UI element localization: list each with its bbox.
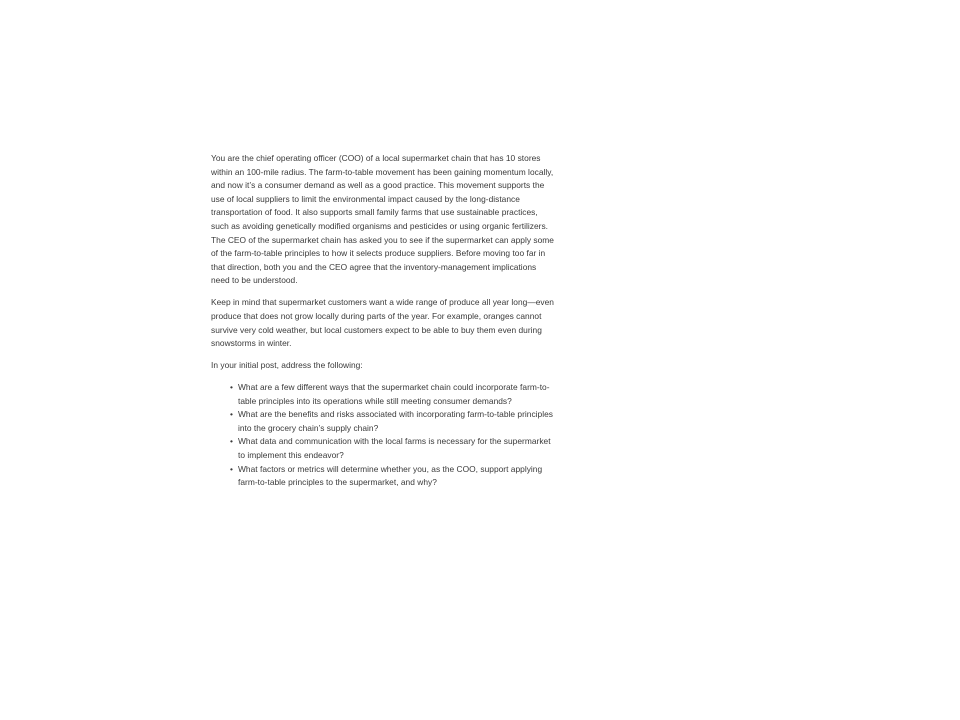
question-item: • What factors or metrics will determine whether you, as the COO, support applying farm-to-table principles to the supermarket, and why?: [238, 463, 556, 490]
question-list: [211, 381, 556, 490]
instructions-intro: In your initial post, address the following:: [211, 360, 363, 371]
scenario-paragraph: You are the chief operating officer (COO) of a local supermarket chain that has 10 stores within an 100-mile radius. The farm-to-table movement has been gaining momentum locally, and now it’s a consumer demand as well as a good practice. This movement supports the use of local suppliers to limit the environmental impact caused by the long-distance transportation of food. It also supports small family farms that use sustainable practices, such as avoiding genetically modified organisms and pesticides or using organic fertilizers. The CEO of the supermarket chain has asked you to see if the supermarket can apply some of the farm-to-table principles to how it selects produce suppliers. Before moving too far in that direction, both you and the CEO agree that the inventory-management implications need to be understood.: [211, 153, 554, 286]
question-item: • What are the benefits and risks associated with incorporating farm-to-table principles into the grocery chain’s supply chain?: [238, 408, 556, 435]
context-paragraph: Keep in mind that supermarket customers want a wide range of produce all year long—even produce that does not grow locally during parts of the year. For example, oranges cannot survive very cold weather, but local customers expect to be able to buy them even during snowstorms in winter.: [211, 297, 554, 349]
discussion-prompt: [211, 152, 556, 490]
question-item: • What data and communication with the local farms is necessary for the supermarket to implement this endeavor?: [238, 435, 556, 462]
question-item: • What are a few different ways that the supermarket chain could incorporate farm-to-table principles into its operations while still meeting consumer demands?: [238, 381, 556, 408]
